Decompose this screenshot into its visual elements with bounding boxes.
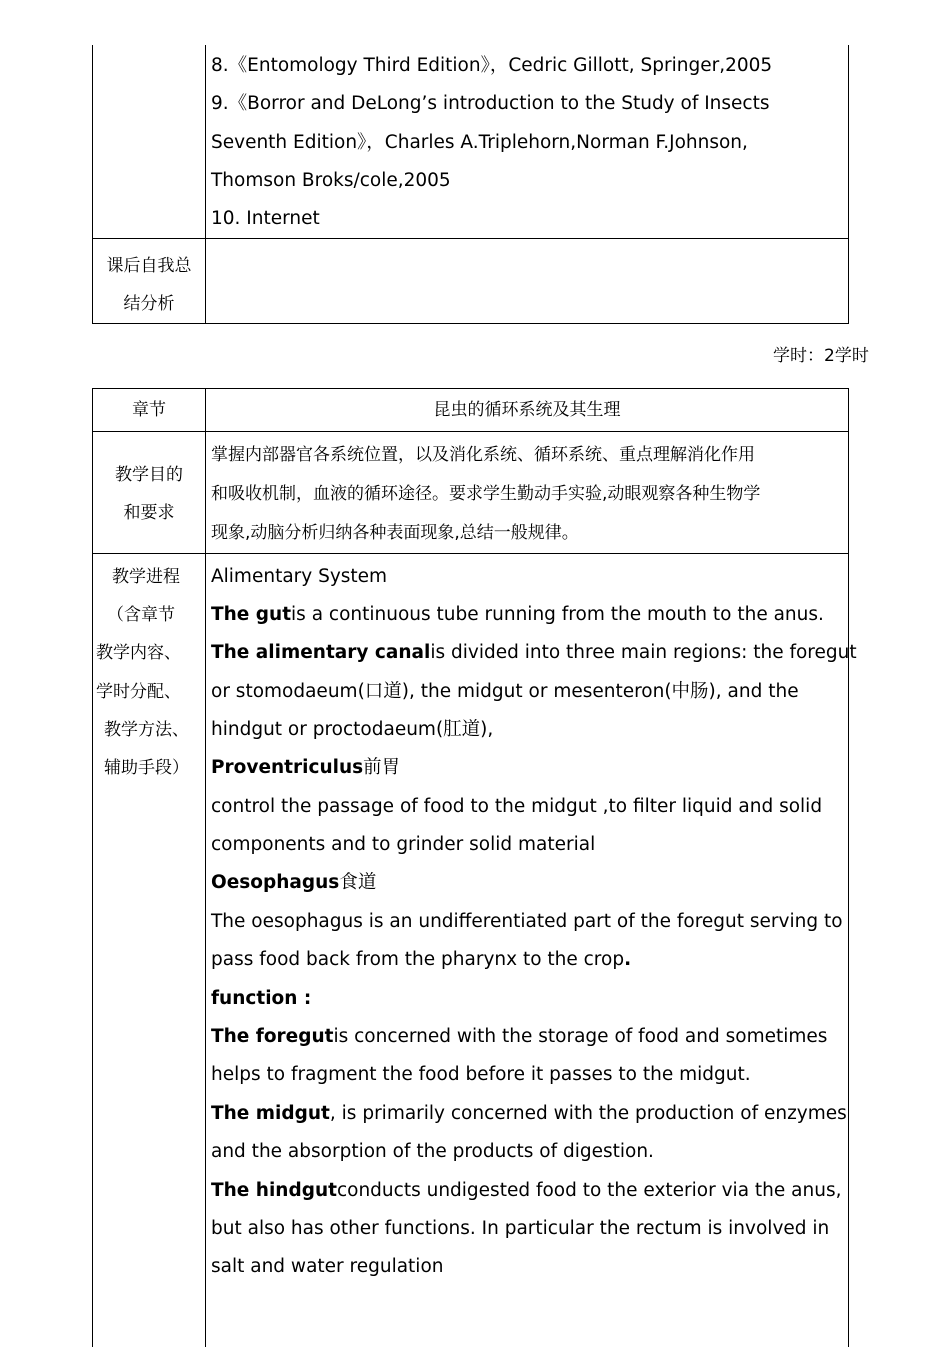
reference-9-line-3: Thomson Broks/cole,2005: [211, 170, 451, 191]
content-line-16: and the absorption of the products of digestion.: [211, 1141, 654, 1162]
reference-9-line-2: Seventh Edition》，Charles A.Triplehorn,Norman F.Johnson,: [211, 132, 748, 153]
top-table-left-border: [92, 45, 93, 324]
content-line-5: hindgut or proctodaeum(肛道),: [211, 719, 494, 740]
main-table-divider: [205, 388, 206, 1347]
chapter-title: 昆虫的循环系统及其生理: [433, 400, 621, 420]
reference-9-line-1: 9.《Borror and DeLong’s introduction to the Study of Insects: [211, 93, 770, 114]
content-line-18: but also has other functions. In particular the rectum is involved in: [211, 1218, 830, 1239]
progress-label-1: 教学进程: [112, 567, 180, 587]
progress-label-3: 教学内容、: [96, 643, 181, 663]
progress-label-4: 学时分配、: [96, 682, 181, 702]
main-table-right-border: [848, 388, 849, 1347]
content-line-15: The midgut, is primarily concerned with the production of enzymes: [211, 1103, 847, 1124]
objectives-label-line-2: 和要求: [123, 503, 175, 523]
content-line-4: or stomodaeum(口道), the midgut or mesenteron(中肠), and the: [211, 681, 799, 702]
main-table-left-border: [92, 388, 93, 1347]
content-line-17: The hindgutconducts undigested food to the exterior via the anus,: [211, 1180, 842, 1201]
progress-label-2: （含章节: [107, 605, 175, 625]
content-line-9: Oesophagus食道: [211, 872, 377, 893]
content-line-6: Proventriculus前胃: [211, 757, 401, 778]
top-table-row-separator: [92, 238, 849, 239]
content-line-3: The alimentary canalis divided into three main regions: the foregut: [211, 642, 857, 663]
objectives-text-line-2: 和吸收机制，血液的循环途径。要求学生勤动手实验,动眼观察各种生物学: [211, 484, 761, 504]
content-line-19: salt and water regulation: [211, 1256, 444, 1277]
content-line-12: function :: [211, 988, 312, 1009]
objectives-text-line-3: 现象,动脑分析归纳各种表面现象,总结一般规律。: [211, 523, 579, 543]
top-table-divider: [205, 45, 206, 324]
chapter-label: 章节: [132, 400, 166, 420]
reference-10: 10. Internet: [211, 208, 320, 229]
content-line-10: The oesophagus is an undifferentiated part of the foregut serving to: [211, 911, 843, 932]
content-line-14: helps to fragment the food before it passes to the midgut.: [211, 1064, 751, 1085]
summary-label-line-1: 课后自我总: [106, 256, 192, 276]
hours-note: 学时：2学时: [773, 346, 869, 366]
objectives-label-line-1: 教学目的: [115, 465, 183, 485]
content-line-7: control the passage of food to the midgut ,to filter liquid and solid: [211, 796, 823, 817]
progress-label-6: 辅助手段）: [104, 758, 189, 778]
objectives-text-line-1: 掌握内部器官各系统位置，以及消化系统、循环系统、重点理解消化作用: [211, 445, 755, 465]
content-line-2: The gutis a continuous tube running from the mouth to the anus.: [211, 604, 824, 625]
top-table-right-border: [848, 45, 849, 324]
summary-label-line-2: 结分析: [123, 294, 175, 314]
progress-label-5: 教学方法、: [104, 720, 189, 740]
content-line-13: The foregutis concerned with the storage of food and sometimes: [211, 1026, 828, 1047]
top-table-bottom-border: [92, 323, 849, 324]
content-line-8: components and to grinder solid material: [211, 834, 596, 855]
content-line-1: Alimentary System: [211, 566, 388, 587]
content-line-11: pass food back from the pharynx to the crop.: [211, 949, 632, 970]
reference-8: 8.《Entomology Third Edition》，Cedric Gillott, Springer,2005: [211, 55, 773, 76]
